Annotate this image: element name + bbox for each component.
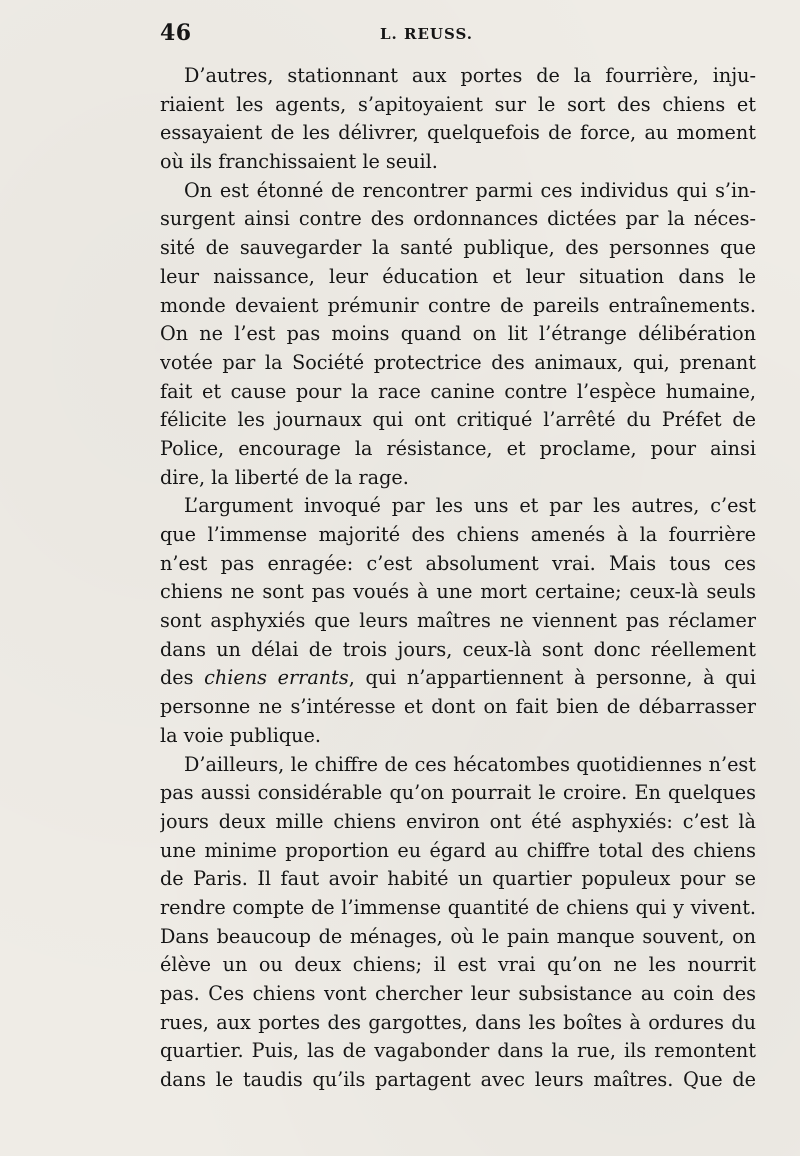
text-line: élève un ou deux chiens; il est vrai qu’on ne les nourrit — [160, 953, 756, 977]
italic-run: chiens errants — [204, 666, 349, 690]
text-line: rendre compte de l’immense quantité de chiens qui y vivent. — [160, 895, 756, 919]
running-head: L. REUSS. — [380, 25, 473, 43]
text-line: dire, la liberté de la rage. — [160, 465, 409, 489]
text-line: une minime proportion eu égard au chiffre total des chiens — [160, 838, 756, 862]
text-line: félicite les journaux qui ont critiqué l’arrêté du Préfet de — [160, 408, 756, 432]
text-line: monde devaient prémunir contre de pareils entraînements. — [160, 293, 756, 317]
text-line: Dans beaucoup de ménages, où le pain manque souvent, on — [160, 924, 756, 948]
text-run: , qui n’appartiennent à personne, à qui — [348, 666, 756, 690]
text-line: votée par la Société protectrice des animaux, qui, prenant — [160, 350, 756, 374]
text-line: dans un délai de trois jours, ceux-là sont donc réellement — [160, 637, 756, 661]
text-line: essayaient de les délivrer, quelquefois de force, au moment — [160, 121, 756, 145]
text-line: sité de sauvegarder la santé publique, des personnes que — [160, 236, 756, 260]
text-line: D’ailleurs, le chiffre de ces hécatombes quotidiennes n’est — [184, 752, 756, 776]
text-line: On est étonné de rencontrer parmi ces individus qui s’in- — [184, 178, 756, 202]
text-line: chiens ne sont pas voués à une mort certaine; ceux-là seuls — [160, 580, 756, 604]
text-line: fait et cause pour la race canine contre l’espèce humaine, — [160, 379, 756, 403]
text-line: pas. Ces chiens vont chercher leur subsistance au coin des — [160, 982, 756, 1005]
text-line: pas aussi considérable qu’on pourrait le croire. En quelques — [160, 781, 756, 805]
text-line: Police, encourage la résistance, et proclame, pour ainsi — [160, 436, 756, 460]
text-line: surgent ainsi contre des ordonnances dictées par la néces- — [160, 207, 756, 231]
text-line: sont asphyxiés que leurs maîtres ne viennent pas réclamer — [160, 609, 756, 633]
text-line: quartier. Puis, las de vagabonder dans la rue, ils remontent — [160, 1039, 756, 1063]
text-line: la voie publique. — [160, 723, 321, 747]
text-line: riaient les agents, s’apitoyaient sur le sort des chiens et — [160, 92, 756, 116]
text-line: rues, aux portes des gargottes, dans les boîtes à ordures du — [160, 1010, 756, 1034]
text-line: On ne l’est pas moins quand on lit l’étrange délibération — [160, 322, 756, 346]
page-number: 46 — [160, 20, 192, 46]
text-line: D’autres, stationnant aux portes de la fourrière, inju- — [184, 64, 756, 87]
text-line — [160, 664, 756, 693]
text-line: leur naissance, leur éducation et leur situation dans le — [160, 264, 756, 288]
text-line: où ils franchissaient le seuil. — [160, 150, 438, 174]
text-line: jours deux mille chiens environ ont été asphyxiés: c’est là — [160, 809, 756, 833]
text-run: des — [160, 666, 205, 690]
page-header — [160, 20, 754, 50]
text-line: personne ne s’intéresse et dont on fait bien de débarrasser — [160, 695, 756, 719]
text-line: que l’immense majorité des chiens amenés à la fourrière — [160, 523, 756, 546]
text-line: dans le taudis qu’ils partagent avec leurs maîtres. Que de — [160, 1068, 756, 1092]
text-line: de Paris. Il faut avoir habité un quartier populeux pour se — [160, 867, 756, 891]
body-text — [160, 62, 756, 1095]
text-line: L’argument invoqué par les uns et par les autres, c’est — [184, 494, 756, 518]
text-line: n’est pas enragée: c’est absolument vrai. Mais tous ces — [160, 551, 756, 575]
